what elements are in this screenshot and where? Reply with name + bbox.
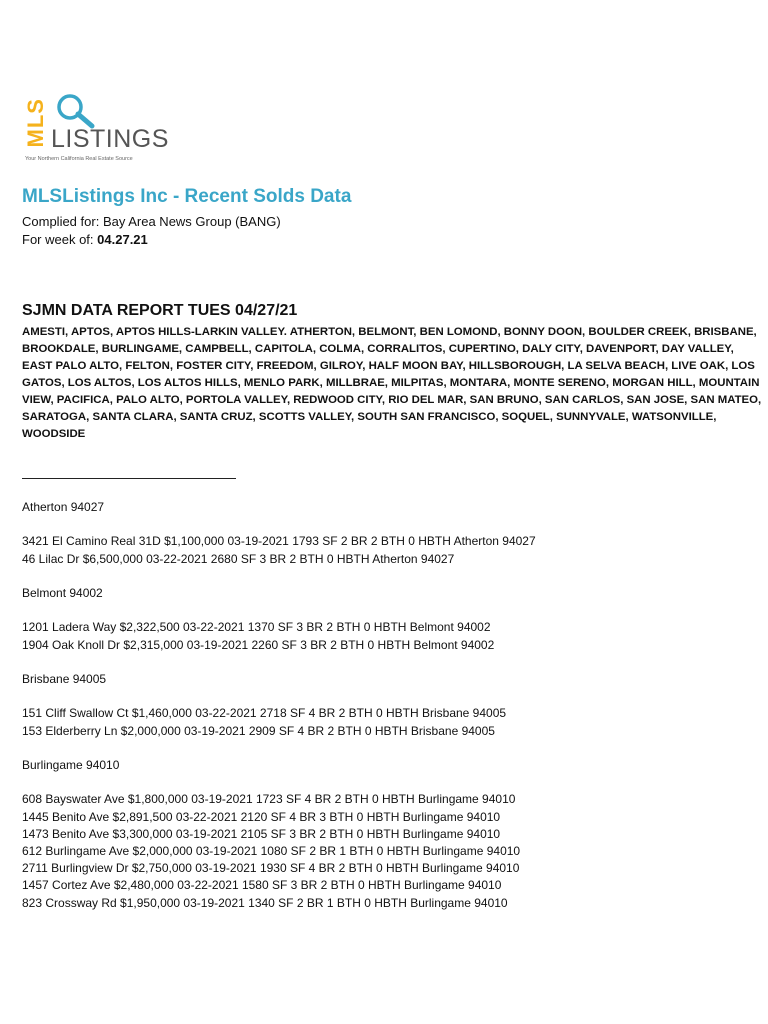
section-heading: Brisbane 94005: [22, 672, 107, 686]
sold-listing-row: 1445 Benito Ave $2,891,500 03-22-2021 2120 SF 4 BR 3 BTH 0 HBTH Burlingame 94010: [22, 809, 501, 824]
week-line: [22, 232, 148, 247]
report-heading: SJMN DATA REPORT TUES 04/27/21: [22, 302, 298, 319]
week-value: 04.27.21: [97, 232, 148, 247]
divider: [22, 478, 236, 479]
logo-mls-text: MLS: [23, 98, 48, 148]
logo-tagline: Your Northern California Real Estate Source: [25, 156, 133, 162]
areas-list: AMESTI, APTOS, APTOS HILLS-LARKIN VALLEY. ATHERTON, BELMONT, BEN LOMOND, BONNY DOON, BOULDER CREEK, BRISBANE, BROOKDALE, BURLINGAME, CAMPBELL, CAPITOLA, COLMA, CORRALITOS, CUPERTINO, DALY CITY, DAVENPORT, DAY VALLEY, EAST PALO ALTO, FELTON, FOSTER CITY, FREEDOM, GILROY, HALF MOON BAY, HILLSBOROUGH, LA SELVA BEACH, LIVE OAK, LOS GATOS, LOS ALTOS, LOS ALTOS HILLS, MENLO PARK, MILLBRAE, MILPITAS, MONTARA, MONTE SERENO, MORGAN HILL, MOUNTAIN VIEW, PACIFICA, PALO ALTO, PORTOLA VALLEY, REDWOOD CITY, RIO DEL MAR, SAN BRUNO, SAN CARLOS, SAN JOSE, SAN MATEO, SARATOGA, SANTA CLARA, SANTA CRUZ, SCOTTS VALLEY, SOUTH SAN FRANCISCO, SOQUEL, SUNNYVALE, WATSONVILLE, WOODSIDE: [22, 326, 762, 440]
sold-listing-row: 1473 Benito Ave $3,300,000 03-19-2021 2105 SF 3 BR 2 BTH 0 HBTH Burlingame 94010: [22, 826, 501, 841]
compiled-for-line: [22, 214, 281, 229]
page-title: MLSListings Inc - Recent Solds Data: [22, 186, 352, 207]
sold-listing-row: 1904 Oak Knoll Dr $2,315,000 03-19-2021 2260 SF 3 BR 2 BTH 0 HBTH Belmont 94002: [22, 637, 495, 652]
week-label: For week of:: [22, 232, 94, 247]
sold-listing-row: 3421 El Camino Real 31D $1,100,000 03-19-2021 1793 SF 2 BR 2 BTH 0 HBTH Atherton 94027: [22, 534, 536, 549]
sold-listing-row: 608 Bayswater Ave $1,800,000 03-19-2021 1723 SF 4 BR 2 BTH 0 HBTH Burlingame 94010: [22, 792, 516, 807]
section-heading: Belmont 94002: [22, 586, 103, 600]
sold-listing-row: 46 Lilac Dr $6,500,000 03-22-2021 2680 SF 3 BR 2 BTH 0 HBTH Atherton 94027: [22, 551, 455, 566]
section-heading: Burlingame 94010: [22, 758, 120, 772]
sold-listing-row: 1457 Cortez Ave $2,480,000 03-22-2021 1580 SF 3 BR 2 BTH 0 HBTH Burlingame 94010: [22, 878, 502, 893]
sold-listing-row: 1201 Ladera Way $2,322,500 03-22-2021 1370 SF 3 BR 2 BTH 0 HBTH Belmont 94002: [22, 620, 491, 635]
sold-listing-row: 823 Crossway Rd $1,950,000 03-19-2021 1340 SF 2 BR 1 BTH 0 HBTH Burlingame 94010: [22, 895, 508, 910]
sold-listing-row: 153 Elderberry Ln $2,000,000 03-19-2021 2909 SF 4 BR 2 BTH 0 HBTH Brisbane 94005: [22, 723, 495, 738]
logo-listings-text: LISTINGS: [51, 125, 169, 153]
sold-listing-row: 612 Burlingame Ave $2,000,000 03-19-2021 1080 SF 2 BR 1 BTH 0 HBTH Burlingame 94010: [22, 844, 521, 858]
compiled-for-label: Complied for:: [22, 214, 100, 229]
sold-listing-row: 2711 Burlingview Dr $2,750,000 03-19-2021 1930 SF 4 BR 2 BTH 0 HBTH Burlingame 94010: [22, 861, 520, 876]
compiled-for-value: Bay Area News Group (BANG): [102, 214, 281, 229]
mlslistings-logo: [23, 92, 169, 167]
sold-listing-row: 151 Cliff Swallow Ct $1,460,000 03-22-2021 2718 SF 4 BR 2 BTH 0 HBTH Brisbane 94005: [22, 706, 507, 721]
section-heading: Atherton 94027: [22, 500, 105, 514]
